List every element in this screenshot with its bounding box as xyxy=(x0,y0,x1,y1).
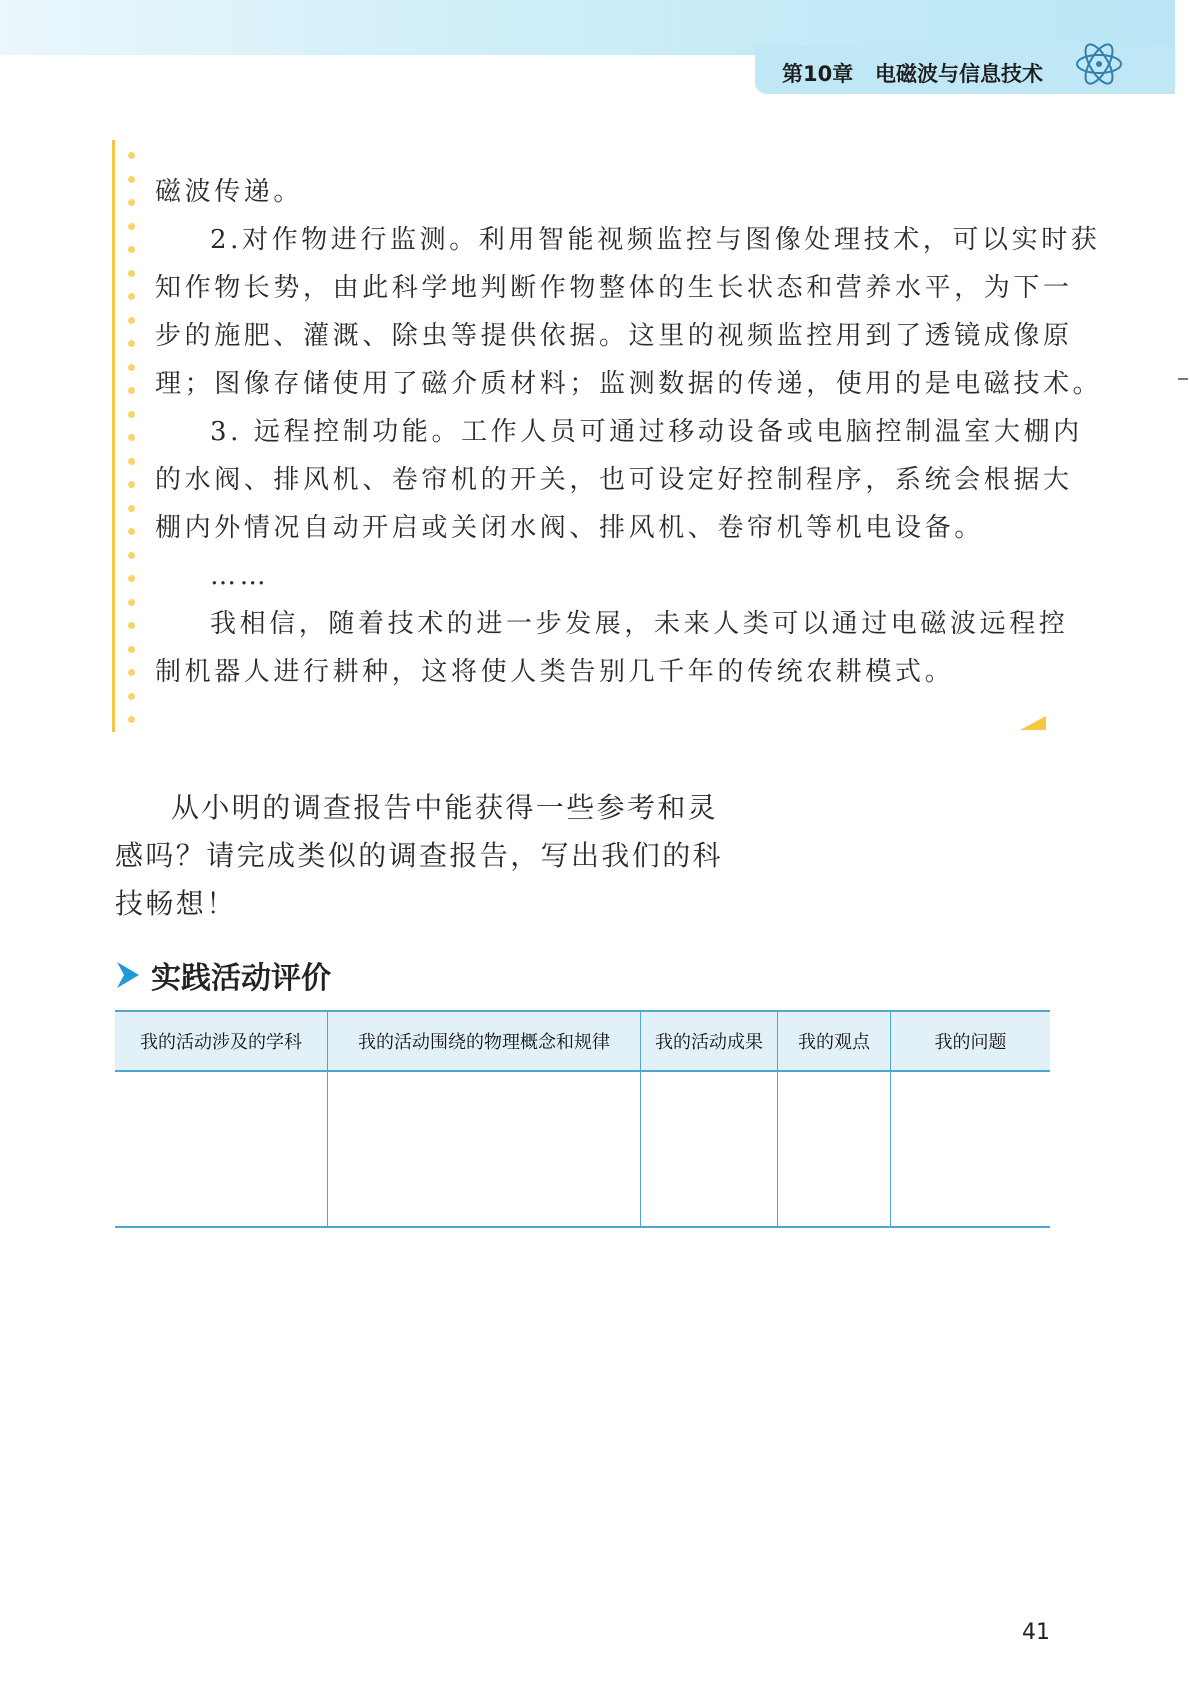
corner-triangle-icon xyxy=(1020,716,1046,730)
decorative-dot xyxy=(128,646,135,653)
report-line: 磁波传递。 xyxy=(155,177,304,207)
decorative-dot xyxy=(128,199,135,206)
decorative-dot xyxy=(128,575,135,582)
decorative-dot xyxy=(128,622,135,629)
report-line: 步的施肥、灌溉、除虫等提供依据。这里的视频监控用到了透镜成像原 xyxy=(155,321,1073,351)
report-line: 棚内外情况自动开启或关闭水阀、排风机、卷帘机等机电设备。 xyxy=(155,513,984,543)
report-line: 知作物长势，由此科学地判断作物整体的生长状态和营养水平，为下一 xyxy=(155,273,1073,303)
dot-decoration xyxy=(128,152,138,732)
report-line: 2.对作物进行监测。利用智能视频监控与图像处理技术，可以实时获 xyxy=(210,225,1101,255)
decorative-dot xyxy=(128,317,135,324)
report-ellipsis: …… xyxy=(210,561,270,591)
decorative-dot xyxy=(128,176,135,183)
decorative-dot xyxy=(128,458,135,465)
prompt-paragraph xyxy=(115,784,724,928)
decorative-dot xyxy=(128,528,135,535)
decorative-dot xyxy=(128,270,135,277)
decorative-dot xyxy=(128,599,135,606)
section-heading xyxy=(115,952,331,998)
report-line: 我相信，随着技术的进一步发展，未来人类可以通过电磁波远程控 xyxy=(210,609,1069,639)
decorative-dot xyxy=(128,340,135,347)
table-row xyxy=(115,1071,1050,1227)
decorative-dot xyxy=(128,669,135,676)
decorative-dot xyxy=(128,505,135,512)
table-header-row xyxy=(115,1011,1050,1071)
report-line: 3. 远程控制功能。工作人员可通过移动设备或电脑控制温室大棚内 xyxy=(210,417,1083,447)
atom-icon xyxy=(1073,38,1125,90)
prompt-line: 从小明的调查报告中能获得一些参考和灵 xyxy=(171,791,719,824)
table-cell[interactable] xyxy=(641,1071,778,1227)
prompt-line: 技畅想！ xyxy=(115,887,237,920)
prompt-line: 感吗？请完成类似的调查报告，写出我们的科 xyxy=(115,839,724,872)
report-line: 制机器人进行耕种，这将使人类告别几千年的传统农耕模式。 xyxy=(155,657,955,687)
chapter-label: 第10章 xyxy=(782,62,854,86)
decorative-dot xyxy=(128,411,135,418)
decorative-dot xyxy=(128,434,135,441)
decorative-dot xyxy=(128,152,135,159)
decorative-dot xyxy=(128,223,135,230)
report-left-border xyxy=(112,140,115,732)
decorative-dot xyxy=(128,293,135,300)
table-cell[interactable] xyxy=(891,1071,1051,1227)
margin-tick xyxy=(1178,378,1188,380)
table-header-cell: 我的观点 xyxy=(778,1011,891,1071)
decorative-dot xyxy=(128,552,135,559)
report-line: 的水阀、排风机、卷帘机的开关，也可设定好控制程序，系统会根据大 xyxy=(155,465,1073,495)
table-header-cell: 我的问题 xyxy=(891,1011,1051,1071)
arrow-icon xyxy=(115,960,141,990)
table-cell[interactable] xyxy=(115,1071,328,1227)
page-number: 41 xyxy=(1022,1620,1050,1645)
report-excerpt xyxy=(155,168,1103,696)
evaluation-table xyxy=(115,1010,1050,1228)
decorative-dot xyxy=(128,716,135,723)
decorative-dot xyxy=(128,364,135,371)
report-line: 理；图像存储使用了磁介质材料；监测数据的传递，使用的是电磁技术。 xyxy=(155,369,1103,399)
table-header-cell: 我的活动涉及的学科 xyxy=(115,1011,328,1071)
table-header-cell: 我的活动成果 xyxy=(641,1011,778,1071)
table-cell[interactable] xyxy=(778,1071,891,1227)
section-title: 实践活动评价 xyxy=(151,961,331,996)
table-header-cell: 我的活动围绕的物理概念和规律 xyxy=(328,1011,641,1071)
decorative-dot xyxy=(128,693,135,700)
table-cell[interactable] xyxy=(328,1071,641,1227)
decorative-dot xyxy=(128,387,135,394)
decorative-dot xyxy=(128,246,135,253)
chapter-title: 电磁波与信息技术 xyxy=(875,62,1043,86)
decorative-dot xyxy=(128,481,135,488)
